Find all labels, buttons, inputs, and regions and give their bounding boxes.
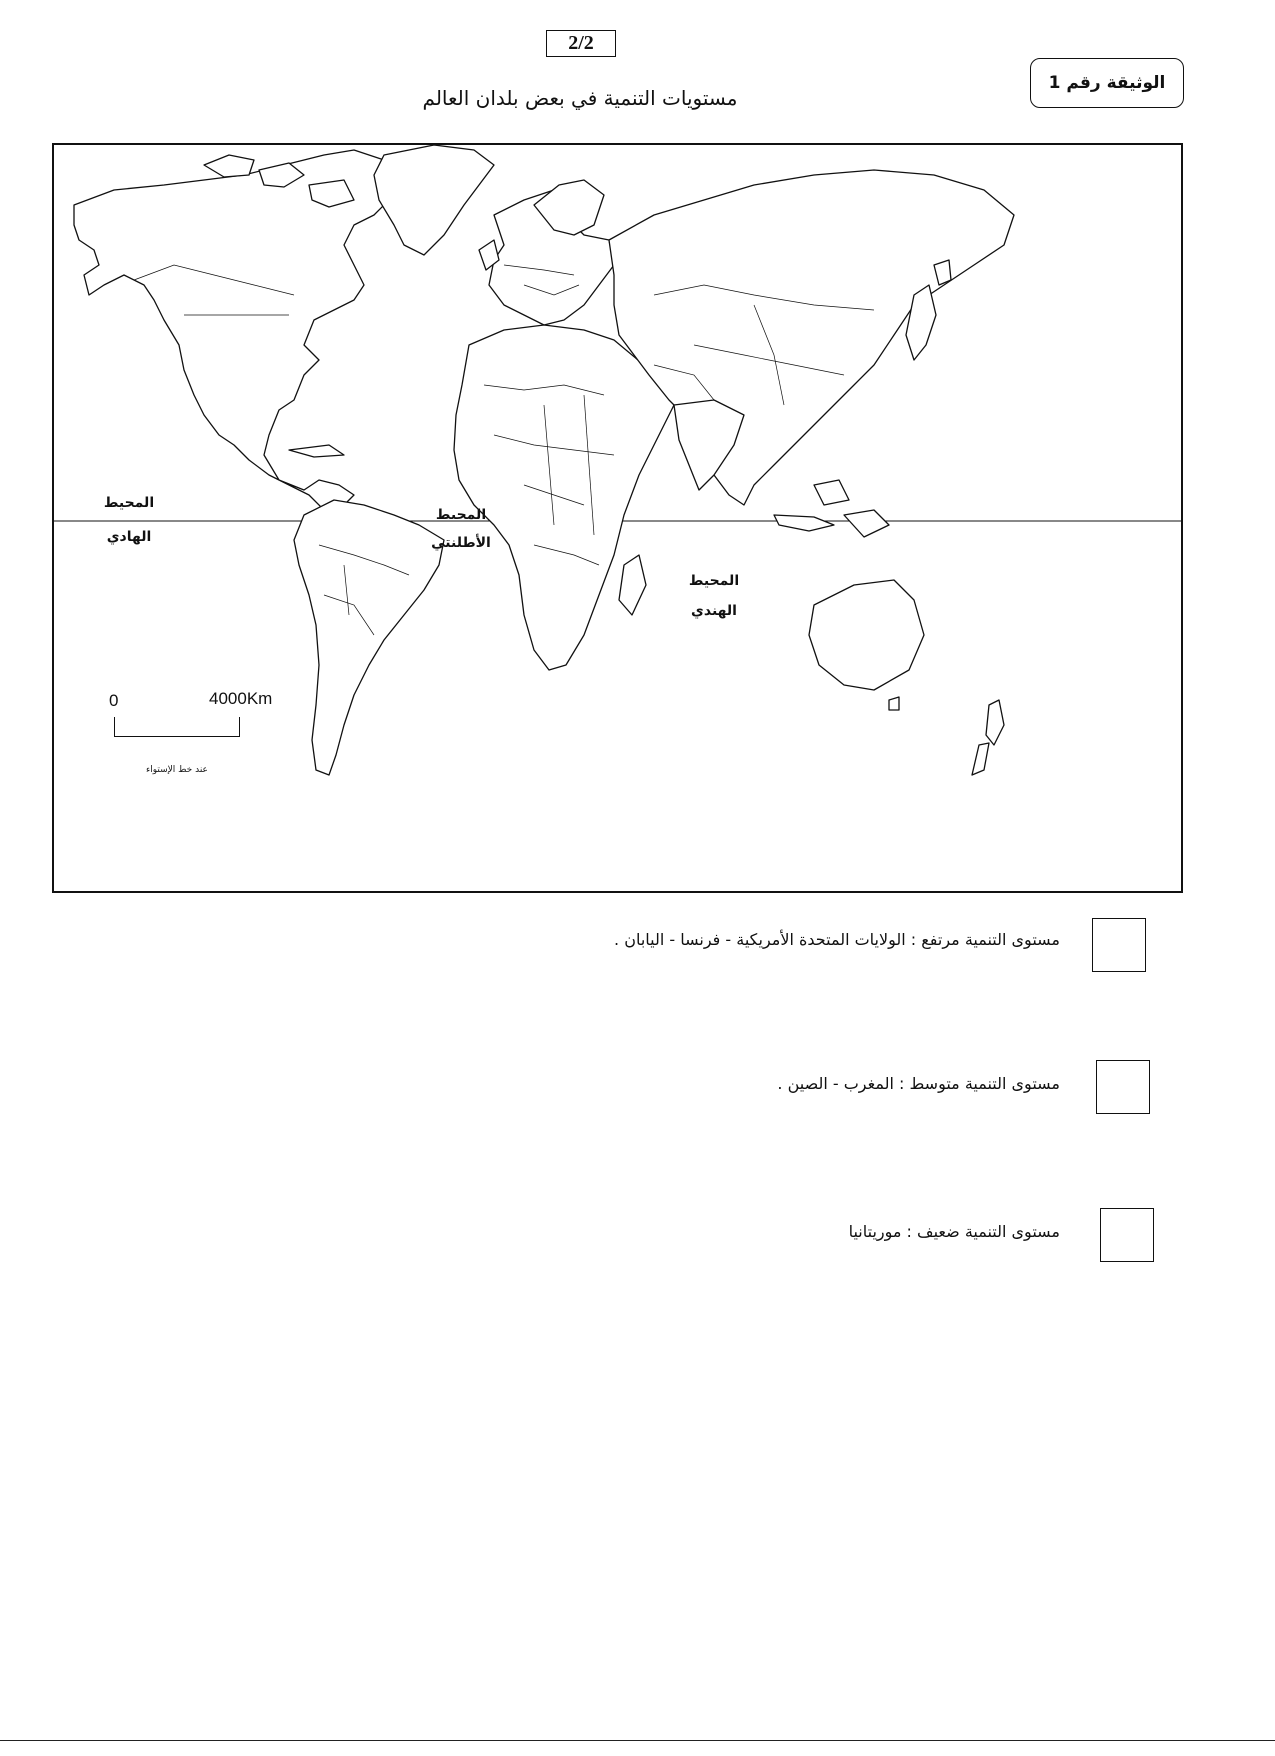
indian-ocean-line1: المحيط [688, 573, 740, 589]
new-zealand-shape [986, 700, 1004, 745]
legend-box-low[interactable] [1100, 1208, 1154, 1262]
legend-text-low: مستوى التنمية ضعيف : موريتانيا [848, 1222, 1060, 1241]
indian-ocean-label [659, 573, 769, 619]
pacific-ocean-line2: الهادي [106, 529, 152, 545]
madagascar-shape [619, 555, 646, 615]
legend-box-high[interactable] [1092, 918, 1146, 972]
scale-note: عند خط الإستواء [146, 765, 208, 775]
world-map [54, 145, 1181, 891]
indian-ocean-line2: الهندي [691, 603, 737, 619]
page-title: مستويات التنمية في بعض بلدان العالم [422, 86, 738, 110]
legend-text-high: مستوى التنمية مرتفع : الولايات المتحدة الأمريكية - فرنسا - اليابان . [614, 930, 1060, 949]
document-label: الوثيقة رقم 1 [1030, 58, 1184, 108]
scale-distance: 4000Km [209, 689, 273, 708]
atlantic-ocean-line2: الأطلنتي [431, 535, 491, 551]
scale-bar [114, 717, 240, 737]
pacific-ocean-label [84, 495, 174, 545]
africa-shape [454, 325, 674, 670]
world-map-frame [52, 143, 1183, 893]
atlantic-ocean-label [406, 507, 516, 551]
greenland-shape [374, 145, 494, 255]
australia-shape [809, 580, 924, 690]
atlantic-ocean-line1: المحيط [435, 507, 487, 523]
asia-shape [609, 170, 1014, 505]
scale-zero: 0 [109, 691, 119, 710]
pacific-ocean-line1: المحيط [103, 495, 155, 511]
north-america-shape [74, 150, 414, 510]
page-number: 2/2 [546, 30, 616, 57]
legend-box-medium[interactable] [1096, 1060, 1150, 1114]
footer-line [0, 1740, 1275, 1741]
legend-text-medium: مستوى التنمية متوسط : المغرب - الصين . [777, 1074, 1060, 1093]
